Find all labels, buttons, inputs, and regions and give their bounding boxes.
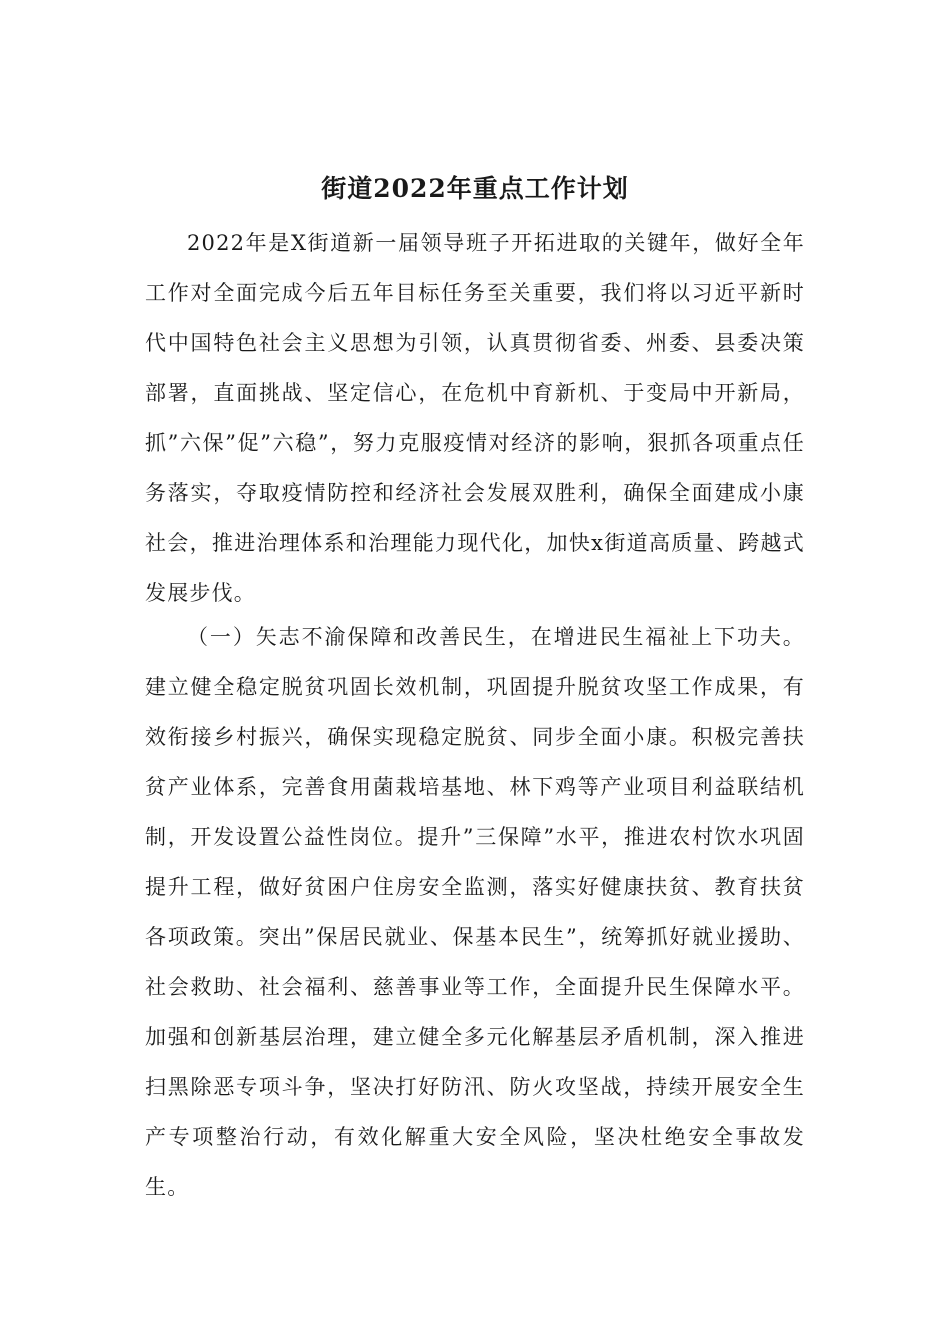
section-1-paragraph: （一）矢志不渝保障和改善民生，在增进民生福祉上下功夫。建立健全稳定脱贫巩固长效机制，巩固提升脱贫攻坚工作成果，有效衔接乡村振兴，确保实现稳定脱贫、同步全面小康。积极完善扶贫产业体系，完善食用菌栽培基地、林下鸡等产业项目利益联结机制，开发设置公益性岗位。提升”三保障”水平，推进农村饮水巩固提升工程，做好贫困户住房安全监测，落实好健康扶贫、教育扶贫各项政策。突出”保居民就业、保基本民生”，统筹抓好就业援助、社会救助、社会福利、慈善事业等工作，全面提升民生保障水平。加强和创新基层治理，建立健全多元化解基层矛盾机制，深入推进扫黑除恶专项斗争，坚决打好防汛、防火攻坚战，持续开展安全生产专项整治行动，有效化解重大安全风险，坚决杜绝安全事故发生。 (145, 625, 805, 1199)
intro-paragraph: 2022年是X街道新一届领导班子开拓进取的关键年，做好全年工作对全面完成今后五年目标任务至关重要，我们将以习近平新时代中国特色社会主义思想为引领，认真贯彻省委、州委、县委决策部署，直面挑战、坚定信心，在危机中育新机、于变局中开新局，抓”六保”促”六稳”，努力克服疫情对经济的影响，狠抓各项重点任务落实，夺取疫情防控和经济社会发展双胜利，确保全面建成小康社会，推进治理体系和治理能力现代化，加快x街道高质量、跨越式发展步伐。 (145, 231, 805, 605)
document-title: 街道2022年重点工作计划 (321, 173, 629, 203)
